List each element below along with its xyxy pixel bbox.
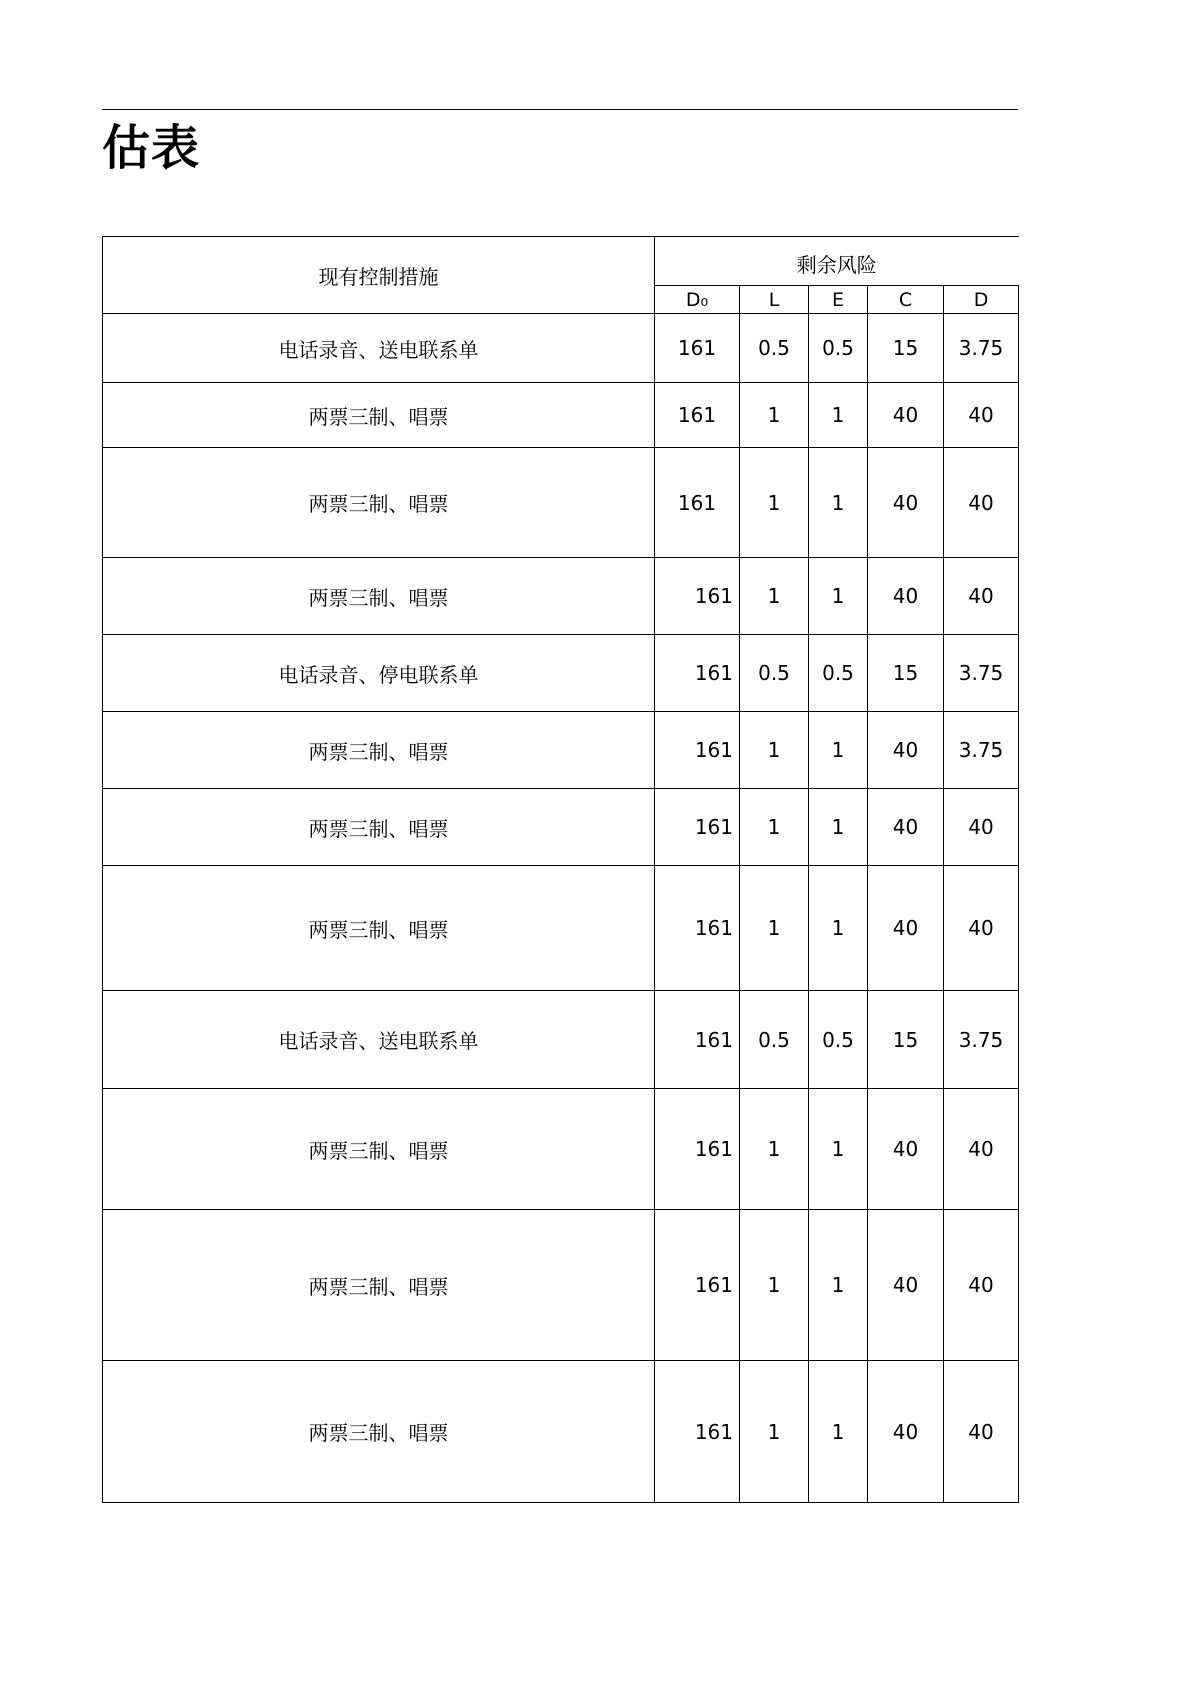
d-cell: 3.75: [944, 991, 1019, 1089]
table-row: [103, 712, 1019, 789]
c-cell: 15: [868, 991, 944, 1089]
d0-cell: 161: [655, 789, 740, 866]
d0-cell: 161: [655, 1210, 740, 1361]
e-cell: 1: [809, 1210, 868, 1361]
d-cell: 40: [944, 383, 1019, 448]
l-cell: 1: [740, 789, 809, 866]
header-d0: D₀: [655, 286, 740, 314]
c-cell: 40: [868, 866, 944, 991]
c-cell: 15: [868, 635, 944, 712]
l-cell: 1: [740, 866, 809, 991]
d0-cell: 161: [655, 866, 740, 991]
d-cell: 3.75: [944, 635, 1019, 712]
header-l: L: [740, 286, 809, 314]
l-cell: 1: [740, 558, 809, 635]
control-measure-cell: 两票三制、唱票: [103, 1089, 655, 1210]
control-measure-cell: 两票三制、唱票: [103, 383, 655, 448]
header-e: E: [809, 286, 868, 314]
c-cell: 40: [868, 383, 944, 448]
control-measure-cell: 两票三制、唱票: [103, 712, 655, 789]
top-rule: [102, 109, 1018, 110]
l-cell: 0.5: [740, 635, 809, 712]
l-cell: 0.5: [740, 314, 809, 383]
l-cell: 1: [740, 1361, 809, 1503]
c-cell: 40: [868, 789, 944, 866]
page-title: 估表: [102, 120, 201, 176]
c-cell: 40: [868, 1361, 944, 1503]
d-cell: 40: [944, 866, 1019, 991]
e-cell: 1: [809, 866, 868, 991]
d0-cell: 161: [655, 558, 740, 635]
c-cell: 40: [868, 712, 944, 789]
d-cell: 3.75: [944, 314, 1019, 383]
c-cell: 40: [868, 448, 944, 558]
d-cell: 40: [944, 789, 1019, 866]
control-measure-cell: 两票三制、唱票: [103, 1210, 655, 1361]
d0-cell: 161: [655, 314, 740, 383]
l-cell: 0.5: [740, 991, 809, 1089]
residual-risk-header: 剩余风险: [655, 237, 1019, 286]
d0-cell: 161: [655, 712, 740, 789]
control-measure-cell: 两票三制、唱票: [103, 866, 655, 991]
e-cell: 1: [809, 558, 868, 635]
table-row: [103, 383, 1019, 448]
d-cell: 40: [944, 558, 1019, 635]
d0-cell: 161: [655, 1089, 740, 1210]
table-row: [103, 448, 1019, 558]
table-row: [103, 1210, 1019, 1361]
measure-header: 现有控制措施: [103, 237, 655, 314]
control-measure-cell: 电话录音、停电联系单: [103, 635, 655, 712]
header-c: C: [868, 286, 944, 314]
e-cell: 0.5: [809, 991, 868, 1089]
e-cell: 1: [809, 789, 868, 866]
d0-cell: 161: [655, 635, 740, 712]
table-row: [103, 314, 1019, 383]
l-cell: 1: [740, 1089, 809, 1210]
d-cell: 40: [944, 448, 1019, 558]
l-cell: 1: [740, 448, 809, 558]
d0-cell: 161: [655, 991, 740, 1089]
table-row: [103, 558, 1019, 635]
control-measure-cell: 两票三制、唱票: [103, 1361, 655, 1503]
control-measure-cell: 两票三制、唱票: [103, 558, 655, 635]
control-measure-cell: 电话录音、送电联系单: [103, 314, 655, 383]
control-measure-cell: 两票三制、唱票: [103, 448, 655, 558]
table-row: [103, 789, 1019, 866]
d-cell: 40: [944, 1361, 1019, 1503]
l-cell: 1: [740, 383, 809, 448]
e-cell: 1: [809, 383, 868, 448]
c-cell: 40: [868, 1210, 944, 1361]
d0-cell: 161: [655, 448, 740, 558]
c-cell: 40: [868, 558, 944, 635]
l-cell: 1: [740, 712, 809, 789]
control-measure-cell: 电话录音、送电联系单: [103, 991, 655, 1089]
control-measure-cell: 两票三制、唱票: [103, 789, 655, 866]
e-cell: 0.5: [809, 635, 868, 712]
d0-cell: 161: [655, 1361, 740, 1503]
e-cell: 1: [809, 448, 868, 558]
d-cell: 40: [944, 1089, 1019, 1210]
table-row: [103, 1089, 1019, 1210]
table-row: [103, 635, 1019, 712]
e-cell: 0.5: [809, 314, 868, 383]
e-cell: 1: [809, 1361, 868, 1503]
c-cell: 15: [868, 314, 944, 383]
e-cell: 1: [809, 1089, 868, 1210]
e-cell: 1: [809, 712, 868, 789]
risk-assessment-table: [102, 236, 1019, 1503]
d0-cell: 161: [655, 383, 740, 448]
table-row: [103, 991, 1019, 1089]
c-cell: 40: [868, 1089, 944, 1210]
table-row: [103, 1361, 1019, 1503]
d-cell: 3.75: [944, 712, 1019, 789]
l-cell: 1: [740, 1210, 809, 1361]
d-cell: 40: [944, 1210, 1019, 1361]
header-d: D: [944, 286, 1019, 314]
table-row: [103, 866, 1019, 991]
